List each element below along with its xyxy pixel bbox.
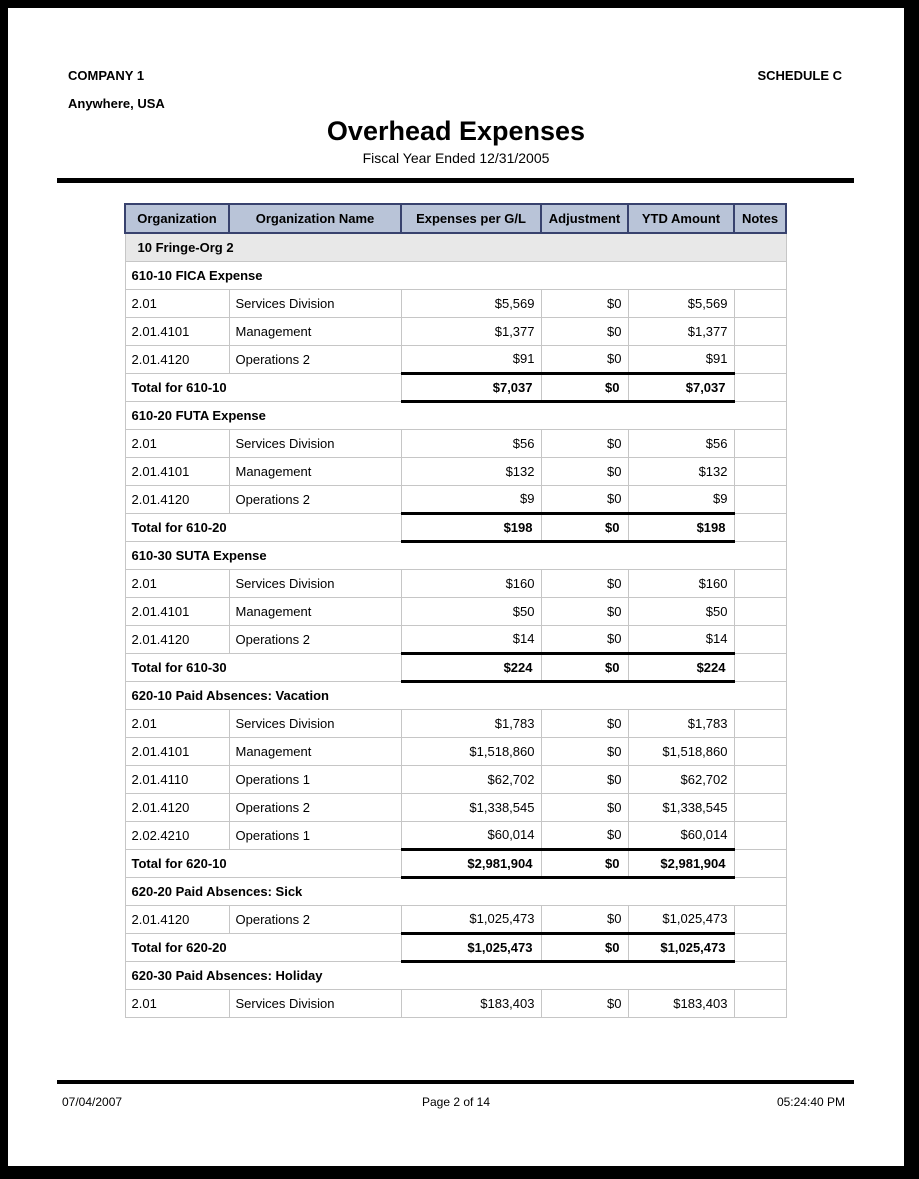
ytd-cell: $160 bbox=[628, 569, 734, 597]
total-row bbox=[125, 933, 786, 961]
org-name-cell: Management bbox=[229, 457, 401, 485]
ytd-cell: $1,338,545 bbox=[628, 793, 734, 821]
ytd-cell: $62,702 bbox=[628, 765, 734, 793]
table-row bbox=[125, 821, 786, 849]
org-name-cell: Services Division bbox=[229, 709, 401, 737]
report-subtitle: Fiscal Year Ended 12/31/2005 bbox=[362, 150, 550, 166]
total-adjustment-cell: $0 bbox=[541, 653, 628, 681]
table-row bbox=[125, 345, 786, 373]
total-row bbox=[125, 849, 786, 877]
notes-cell bbox=[734, 485, 786, 513]
table-row bbox=[125, 457, 786, 485]
table-row bbox=[125, 289, 786, 317]
notes-cell bbox=[734, 653, 786, 681]
org-name-cell: Services Division bbox=[229, 429, 401, 457]
notes-cell bbox=[734, 821, 786, 849]
org-name-cell: Operations 1 bbox=[229, 821, 401, 849]
column-header-organization-name: Organization Name bbox=[229, 204, 401, 233]
org-code-cell: 2.01 bbox=[125, 569, 229, 597]
footer-date: 07/04/2007 bbox=[62, 1095, 123, 1109]
report-page bbox=[8, 8, 904, 1166]
report-title: Overhead Expenses bbox=[326, 116, 586, 146]
notes-cell bbox=[734, 597, 786, 625]
total-row bbox=[125, 653, 786, 681]
section-header-row bbox=[125, 961, 786, 989]
adjustment-cell: $0 bbox=[541, 989, 628, 1017]
adjustment-cell: $0 bbox=[541, 429, 628, 457]
org-code-cell: 2.01.4120 bbox=[125, 793, 229, 821]
org-name-cell: Services Division bbox=[229, 569, 401, 597]
expenses-cell: $91 bbox=[401, 345, 541, 373]
ytd-cell: $9 bbox=[628, 485, 734, 513]
org-name-cell: Management bbox=[229, 317, 401, 345]
expenses-cell: $62,702 bbox=[401, 765, 541, 793]
notes-cell bbox=[734, 737, 786, 765]
total-ytd-cell: $1,025,473 bbox=[628, 933, 734, 961]
notes-cell bbox=[734, 709, 786, 737]
org-name-cell: Operations 2 bbox=[229, 793, 401, 821]
company-location: Anywhere, USA bbox=[68, 96, 165, 111]
adjustment-cell: $0 bbox=[541, 625, 628, 653]
notes-cell bbox=[734, 429, 786, 457]
notes-cell bbox=[734, 569, 786, 597]
section-header-label: 620-10 Paid Absences: Vacation bbox=[125, 681, 786, 709]
adjustment-cell: $0 bbox=[541, 457, 628, 485]
org-code-cell: 2.02.4210 bbox=[125, 821, 229, 849]
table-row bbox=[125, 597, 786, 625]
org-code-cell: 2.01 bbox=[125, 989, 229, 1017]
org-code-cell: 2.01.4120 bbox=[125, 345, 229, 373]
column-header-expenses-per-g-l: Expenses per G/L bbox=[401, 204, 541, 233]
footer-time: 05:24:40 PM bbox=[776, 1095, 845, 1109]
notes-cell bbox=[734, 905, 786, 933]
expenses-cell: $50 bbox=[401, 597, 541, 625]
table-row bbox=[125, 765, 786, 793]
notes-cell bbox=[734, 345, 786, 373]
adjustment-cell: $0 bbox=[541, 821, 628, 849]
org-code-cell: 2.01.4120 bbox=[125, 905, 229, 933]
org-code-cell: 2.01 bbox=[125, 429, 229, 457]
org-name-cell: Operations 2 bbox=[229, 485, 401, 513]
org-name-cell: Management bbox=[229, 597, 401, 625]
total-adjustment-cell: $0 bbox=[541, 373, 628, 401]
table-header bbox=[125, 204, 786, 233]
section-header-label: 620-20 Paid Absences: Sick bbox=[125, 877, 786, 905]
org-code-cell: 2.01 bbox=[125, 709, 229, 737]
total-ytd-cell: $7,037 bbox=[628, 373, 734, 401]
total-expenses-cell: $7,037 bbox=[401, 373, 541, 401]
table-row bbox=[125, 989, 786, 1017]
section-header-label: 610-20 FUTA Expense bbox=[125, 401, 786, 429]
expenses-cell: $1,377 bbox=[401, 317, 541, 345]
table-header-row bbox=[125, 204, 786, 233]
notes-cell bbox=[734, 513, 786, 541]
ytd-cell: $50 bbox=[628, 597, 734, 625]
expenses-cell: $9 bbox=[401, 485, 541, 513]
column-header-ytd-amount: YTD Amount bbox=[628, 204, 734, 233]
group-header-label: 10 Fringe-Org 2 bbox=[125, 233, 786, 261]
section-header-label: 610-10 FICA Expense bbox=[125, 261, 786, 289]
notes-cell bbox=[734, 849, 786, 877]
column-header-organization: Organization bbox=[125, 204, 229, 233]
table-row bbox=[125, 429, 786, 457]
ytd-cell: $60,014 bbox=[628, 821, 734, 849]
total-row bbox=[125, 513, 786, 541]
expenses-table bbox=[124, 203, 787, 1018]
header-divider bbox=[57, 178, 854, 183]
ytd-cell: $132 bbox=[628, 457, 734, 485]
section-header-row bbox=[125, 401, 786, 429]
adjustment-cell: $0 bbox=[541, 317, 628, 345]
org-code-cell: 2.01 bbox=[125, 289, 229, 317]
total-expenses-cell: $198 bbox=[401, 513, 541, 541]
table-body bbox=[125, 233, 786, 1017]
expenses-cell: $5,569 bbox=[401, 289, 541, 317]
expenses-cell: $14 bbox=[401, 625, 541, 653]
total-ytd-cell: $198 bbox=[628, 513, 734, 541]
org-code-cell: 2.01.4120 bbox=[125, 485, 229, 513]
schedule-label: SCHEDULE C bbox=[757, 68, 842, 83]
ytd-cell: $1,377 bbox=[628, 317, 734, 345]
table-row bbox=[125, 569, 786, 597]
table-row bbox=[125, 905, 786, 933]
expenses-cell: $1,783 bbox=[401, 709, 541, 737]
expenses-cell: $60,014 bbox=[401, 821, 541, 849]
adjustment-cell: $0 bbox=[541, 765, 628, 793]
expenses-cell: $132 bbox=[401, 457, 541, 485]
org-code-cell: 2.01.4101 bbox=[125, 597, 229, 625]
footer-page-number: Page 2 of 14 bbox=[421, 1095, 491, 1109]
total-adjustment-cell: $0 bbox=[541, 513, 628, 541]
org-name-cell: Management bbox=[229, 737, 401, 765]
org-name-cell: Operations 1 bbox=[229, 765, 401, 793]
adjustment-cell: $0 bbox=[541, 905, 628, 933]
total-label: Total for 620-10 bbox=[125, 849, 401, 877]
company-name: COMPANY 1 bbox=[68, 68, 145, 83]
total-label: Total for 620-20 bbox=[125, 933, 401, 961]
org-name-cell: Services Division bbox=[229, 989, 401, 1017]
ytd-cell: $183,403 bbox=[628, 989, 734, 1017]
ytd-cell: $91 bbox=[628, 345, 734, 373]
expenses-cell: $1,518,860 bbox=[401, 737, 541, 765]
total-expenses-cell: $224 bbox=[401, 653, 541, 681]
table-row bbox=[125, 709, 786, 737]
adjustment-cell: $0 bbox=[541, 289, 628, 317]
total-row bbox=[125, 373, 786, 401]
notes-cell bbox=[734, 989, 786, 1017]
section-header-label: 620-30 Paid Absences: Holiday bbox=[125, 961, 786, 989]
table-row bbox=[125, 793, 786, 821]
expenses-cell: $1,025,473 bbox=[401, 905, 541, 933]
total-label: Total for 610-20 bbox=[125, 513, 401, 541]
footer-divider bbox=[57, 1080, 854, 1084]
adjustment-cell: $0 bbox=[541, 737, 628, 765]
org-code-cell: 2.01.4101 bbox=[125, 457, 229, 485]
org-name-cell: Services Division bbox=[229, 289, 401, 317]
total-label: Total for 610-30 bbox=[125, 653, 401, 681]
group-header-row bbox=[125, 233, 786, 261]
notes-cell bbox=[734, 317, 786, 345]
total-ytd-cell: $2,981,904 bbox=[628, 849, 734, 877]
adjustment-cell: $0 bbox=[541, 793, 628, 821]
notes-cell bbox=[734, 765, 786, 793]
total-adjustment-cell: $0 bbox=[541, 933, 628, 961]
notes-cell bbox=[734, 289, 786, 317]
table-row bbox=[125, 317, 786, 345]
ytd-cell: $1,025,473 bbox=[628, 905, 734, 933]
total-expenses-cell: $1,025,473 bbox=[401, 933, 541, 961]
org-name-cell: Operations 2 bbox=[229, 905, 401, 933]
notes-cell bbox=[734, 373, 786, 401]
expenses-cell: $183,403 bbox=[401, 989, 541, 1017]
total-adjustment-cell: $0 bbox=[541, 849, 628, 877]
org-code-cell: 2.01.4101 bbox=[125, 737, 229, 765]
expenses-cell: $160 bbox=[401, 569, 541, 597]
section-header-row bbox=[125, 261, 786, 289]
section-header-row bbox=[125, 877, 786, 905]
ytd-cell: $56 bbox=[628, 429, 734, 457]
notes-cell bbox=[734, 793, 786, 821]
total-expenses-cell: $2,981,904 bbox=[401, 849, 541, 877]
adjustment-cell: $0 bbox=[541, 597, 628, 625]
column-header-adjustment: Adjustment bbox=[541, 204, 628, 233]
adjustment-cell: $0 bbox=[541, 569, 628, 597]
table-row bbox=[125, 737, 786, 765]
section-header-row bbox=[125, 541, 786, 569]
section-header-row bbox=[125, 681, 786, 709]
notes-cell bbox=[734, 457, 786, 485]
section-header-label: 610-30 SUTA Expense bbox=[125, 541, 786, 569]
ytd-cell: $14 bbox=[628, 625, 734, 653]
org-name-cell: Operations 2 bbox=[229, 345, 401, 373]
table-row bbox=[125, 485, 786, 513]
adjustment-cell: $0 bbox=[541, 709, 628, 737]
org-code-cell: 2.01.4110 bbox=[125, 765, 229, 793]
org-name-cell: Operations 2 bbox=[229, 625, 401, 653]
ytd-cell: $1,518,860 bbox=[628, 737, 734, 765]
org-code-cell: 2.01.4120 bbox=[125, 625, 229, 653]
notes-cell bbox=[734, 933, 786, 961]
ytd-cell: $5,569 bbox=[628, 289, 734, 317]
org-code-cell: 2.01.4101 bbox=[125, 317, 229, 345]
expenses-cell: $56 bbox=[401, 429, 541, 457]
ytd-cell: $1,783 bbox=[628, 709, 734, 737]
total-label: Total for 610-10 bbox=[125, 373, 401, 401]
notes-cell bbox=[734, 625, 786, 653]
adjustment-cell: $0 bbox=[541, 485, 628, 513]
table-row bbox=[125, 625, 786, 653]
column-header-notes: Notes bbox=[734, 204, 786, 233]
adjustment-cell: $0 bbox=[541, 345, 628, 373]
expenses-cell: $1,338,545 bbox=[401, 793, 541, 821]
total-ytd-cell: $224 bbox=[628, 653, 734, 681]
